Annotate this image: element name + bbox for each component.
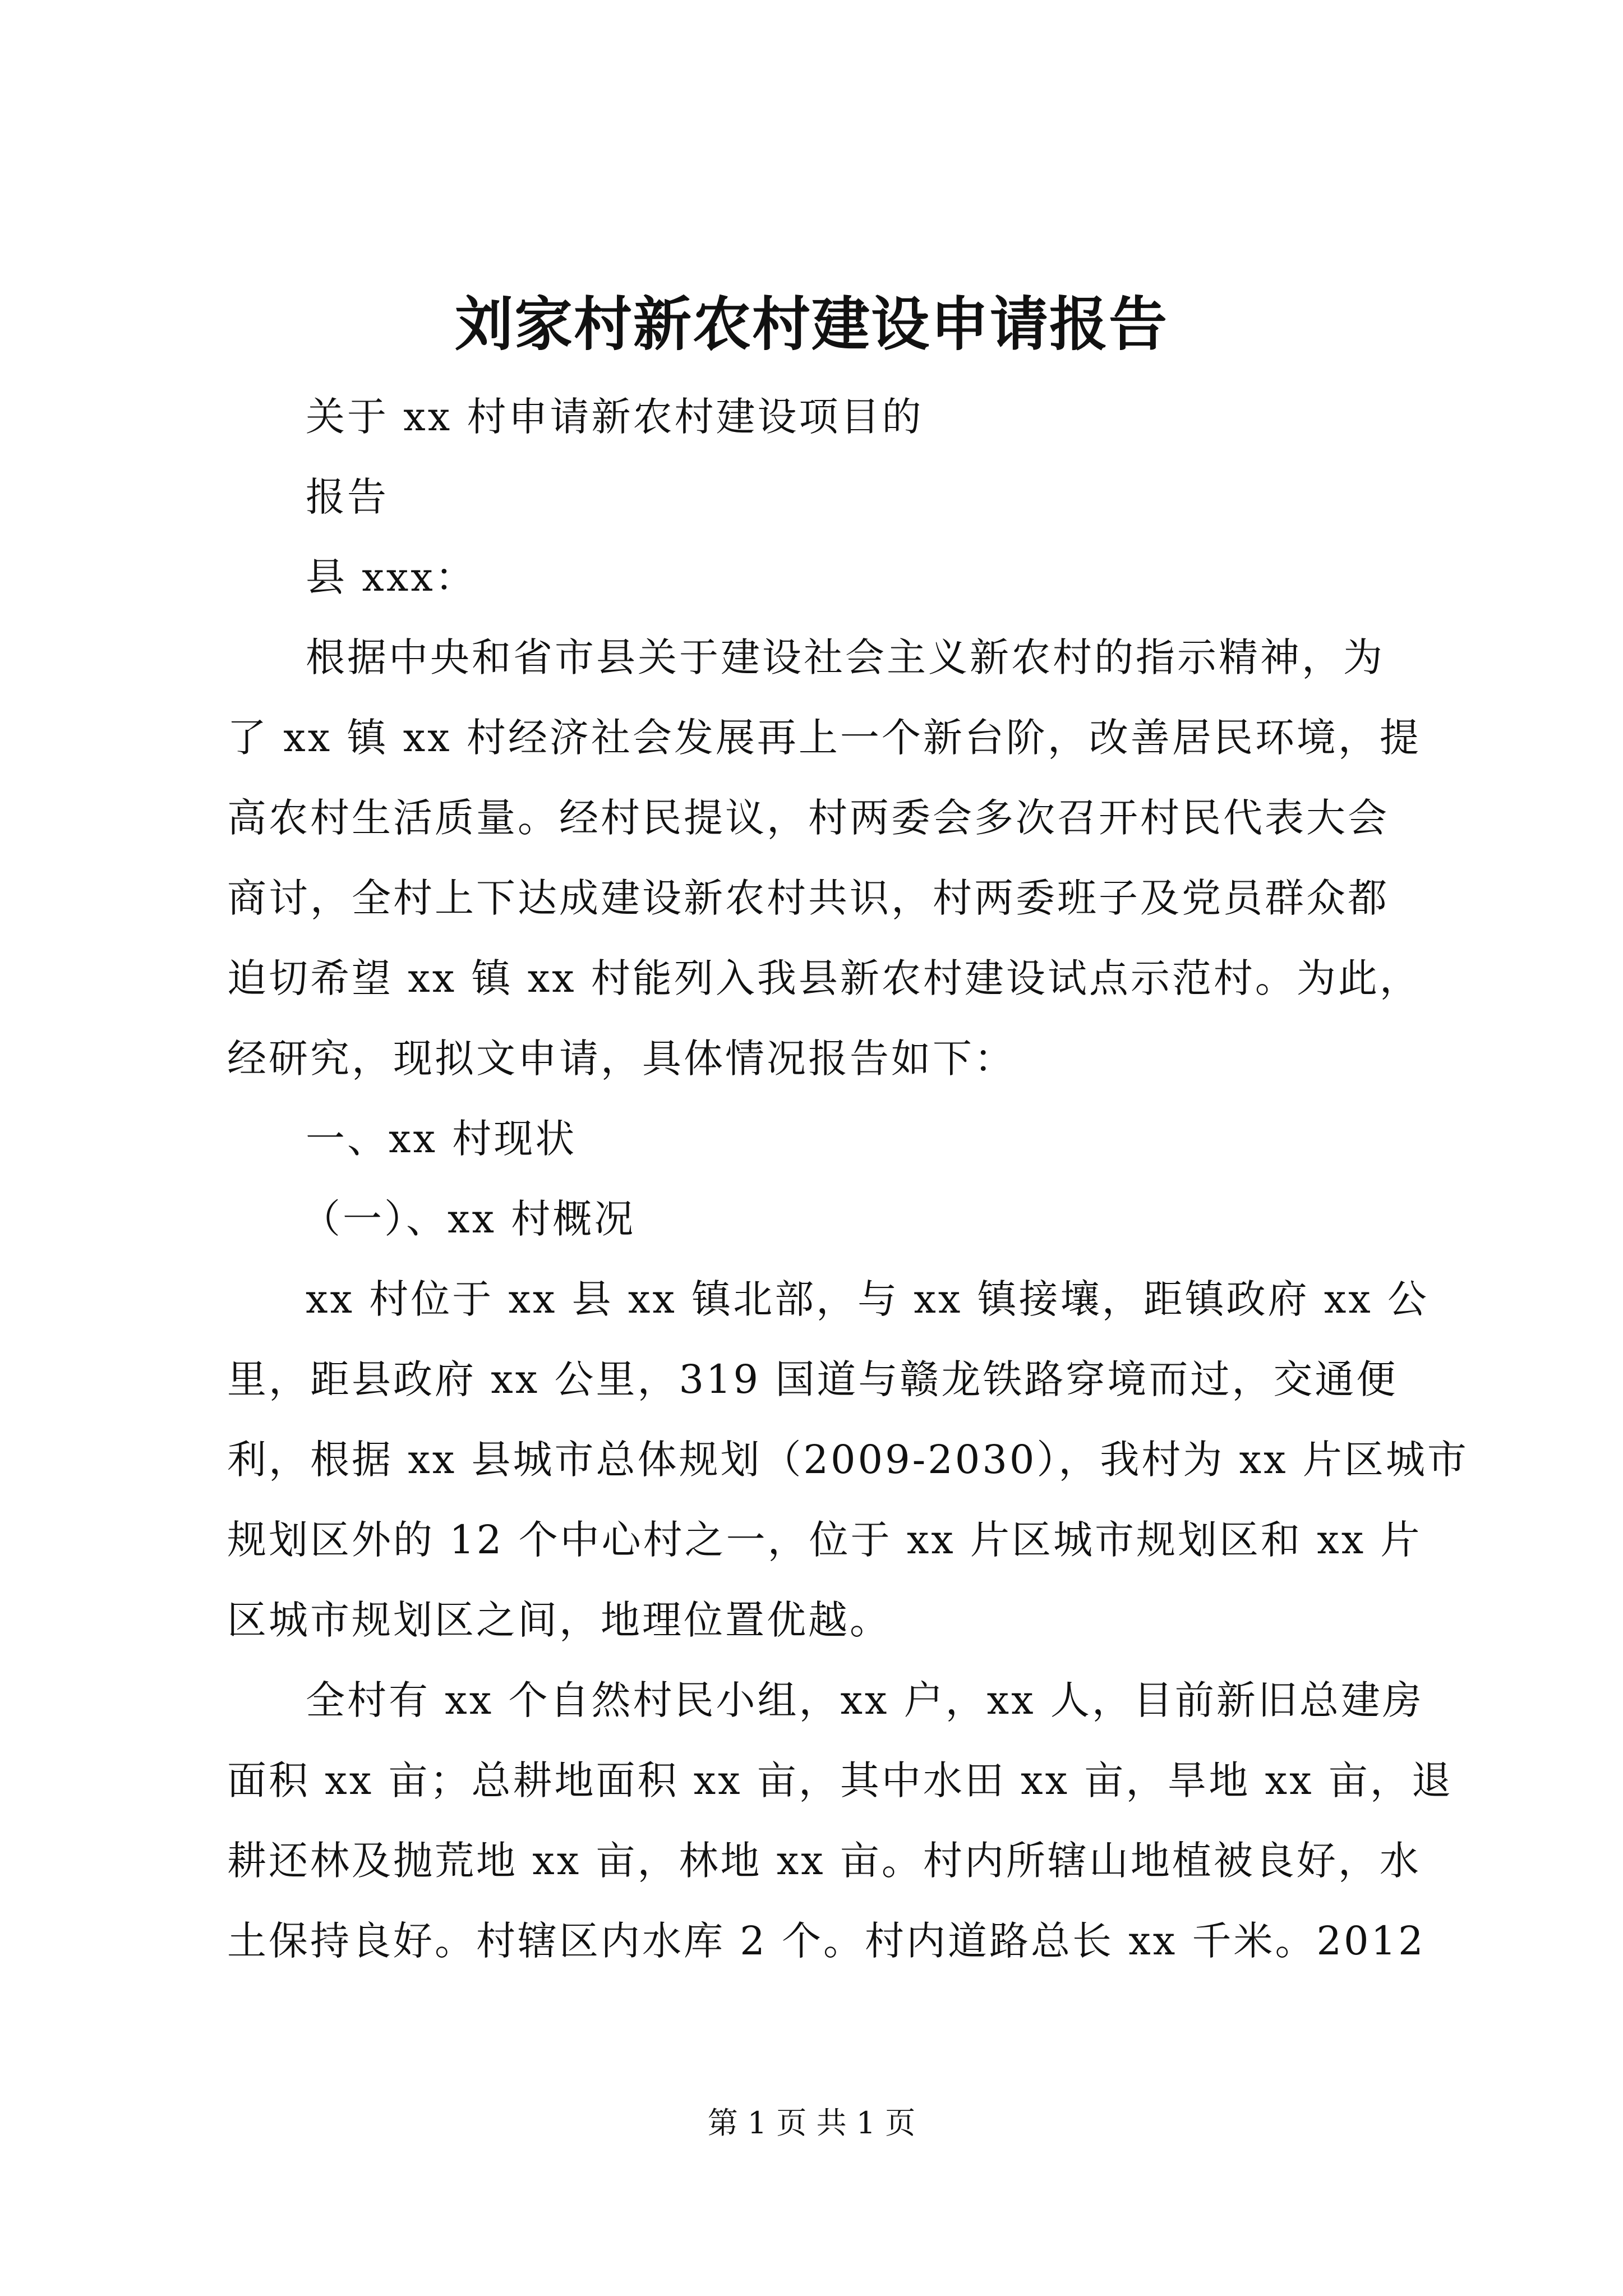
paragraph-first-line: 全村有 xx 个自然村民小组，xx 户，xx 人，目前新旧总建房	[306, 1677, 1424, 1723]
paragraph-first-line: xx 村位于 xx 县 xx 镇北部，与 xx 镇接壤，距镇政府 xx 公	[306, 1276, 1430, 1322]
section-heading: 一、xx 村现状	[306, 1116, 577, 1162]
text-line: 区城市规划区之间，地理位置优越。	[227, 1597, 891, 1643]
text-line: 面积 xx 亩；总耕地面积 xx 亩，其中水田 xx 亩，旱地 xx 亩，退	[227, 1757, 1453, 1803]
document-body	[227, 377, 1469, 1981]
paragraph-first-line: 根据中央和省市县关于建设社会主义新农村的指示精神，为	[306, 634, 1385, 680]
text-line: 关于 xx 村申请新农村建设项目的	[306, 394, 924, 440]
text-line: 迫切希望 xx 镇 xx 村能列入我县新农村建设试点示范村。为此，	[227, 955, 1421, 1001]
text-line: 县 xxx：	[306, 554, 477, 600]
text-line: 高农村生活质量。经村民提议，村两委会多次召开村民代表大会	[227, 795, 1389, 841]
text-line: 耕还林及抛荒地 xx 亩，林地 xx 亩。村内所辖山地植被良好，水	[227, 1838, 1421, 1884]
text-line: 报告	[306, 474, 389, 520]
text-line: 土保持良好。村辖区内水库 2 个。村内道路总长 xx 千米。2012	[227, 1918, 1426, 1964]
page-footer: 第 1 页 共 1 页	[707, 2105, 916, 2141]
document-title: 刘家村新农村建设申请报告	[454, 289, 1168, 358]
subsection-heading: （一）、xx 村概况	[301, 1196, 636, 1242]
text-line: 里，距县政府 xx 公里，319 国道与赣龙铁路穿境而过，交通便	[227, 1356, 1398, 1402]
text-line: 商讨，全村上下达成建设新农村共识，村两委班子及党员群众都	[227, 875, 1389, 921]
text-line: 规划区外的 12 个中心村之一，位于 xx 片区城市规划区和 xx 片	[227, 1517, 1422, 1563]
text-line: 了 xx 镇 xx 村经济社会发展再上一个新台阶，改善居民环境，提	[227, 715, 1421, 761]
text-line: 利，根据 xx 县城市总体规划（2009-2030），我村为 xx 片区城市	[227, 1437, 1469, 1483]
text-line: 经研究，现拟文申请，具体情况报告如下：	[227, 1036, 1016, 1082]
